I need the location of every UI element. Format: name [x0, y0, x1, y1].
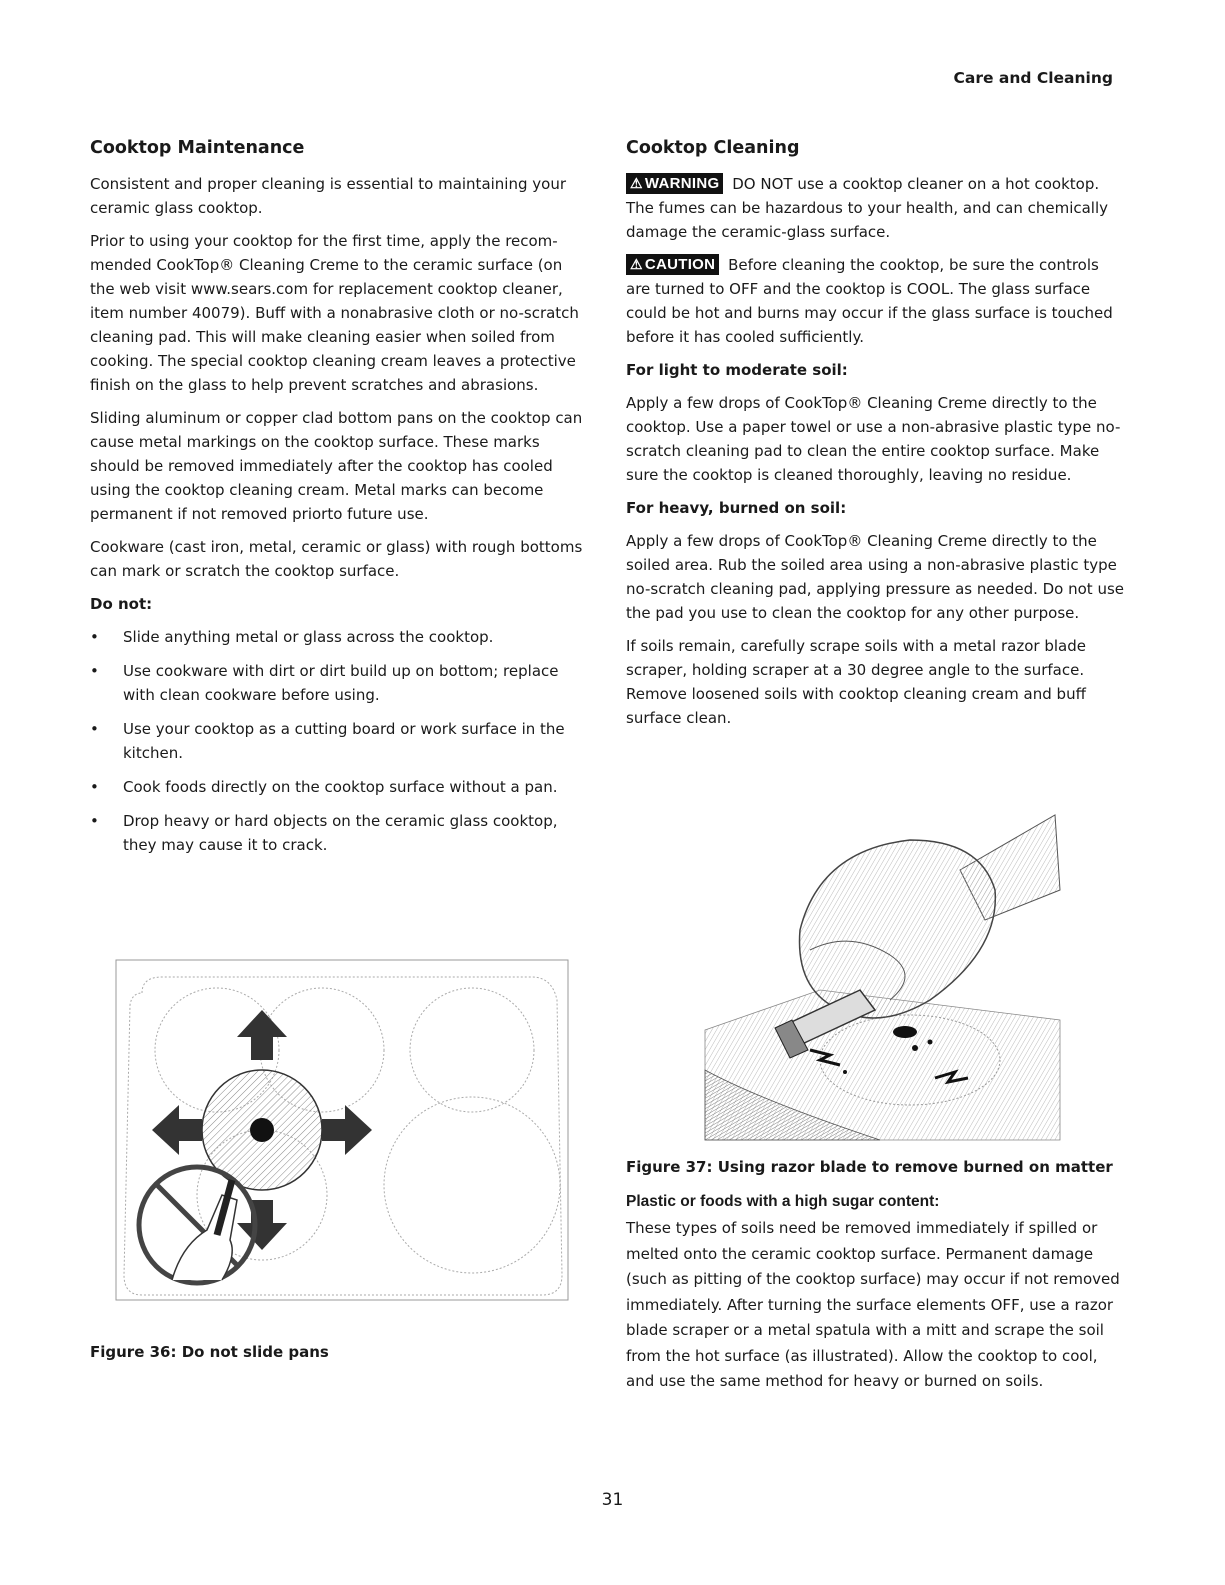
burner-circle: [384, 1097, 560, 1273]
caution-triangle-icon: ⚠: [630, 256, 643, 272]
razor-blade-illustration: [700, 810, 1065, 1145]
paragraph-consistent-cleaning: Consistent and proper cleaning is essential to maintaining your ceramic glass cooktop.: [90, 175, 567, 217]
caution-paragraph: ⚠ CAUTION Before cleaning the cooktop, be sure the controls are turned to OFF and the cooktop is COOL. The glass surface could be hot and burns may occur if the glass surface is touched before it has cooled sufficiently.: [626, 256, 1113, 346]
figure-37-caption: Figure 37: Using razor blade to remove burned on matter: [626, 1158, 1113, 1176]
paragraph-sliding-pans: Sliding aluminum or copper clad bottom pans on the cooktop can cause metal markings on the cooktop surface. These marks should be removed immediately after the cooktop has cooled using the cooktop cleaning cream. Metal marks can become permanent if not removed priorto future use.: [90, 409, 583, 523]
left-column: [90, 138, 590, 867]
arrow-left-icon: [152, 1105, 202, 1155]
bullet-icon: •: [90, 812, 99, 830]
burner-circle: [410, 988, 534, 1112]
arrow-down-icon: [237, 1200, 287, 1250]
pan-center-dot: [250, 1118, 274, 1142]
soils-remain-paragraph: If soils remain, carefully scrape soils with a metal razor blade scraper, holding scraper at a 30 degree angle to the surface. Remove loosened soils with cooktop cleaning cream and buff surface clean.: [626, 637, 1086, 727]
oven-mitt-icon: [800, 840, 996, 1018]
do-not-slide-pans-illustration: [112, 955, 572, 1315]
caution-badge: ⚠ CAUTION: [626, 254, 719, 275]
list-item: • Use cookware with dirt or dirt build up on bottom; replace with clean cookware before using.: [90, 659, 590, 707]
section-header: Care and Cleaning: [953, 69, 1113, 87]
page-number: 31: [601, 1490, 624, 1510]
figure-36-caption: Figure 36: Do not slide pans: [90, 1343, 329, 1361]
warning-paragraph: ⚠ WARNING DO NOT use a cooktop cleaner on a hot cooktop. The fumes can be hazardous to your health, and can chemically damage the ceramic-glass surface.: [626, 175, 1109, 241]
warning-badge: ⚠ WARNING: [626, 173, 723, 194]
paragraph-first-use: Prior to using your cooktop for the first time, apply the recom-mended CookTop® Cleaning Creme to the ceramic surface (on the web visit www.sears.com for replacement cooktop cleaner, item number 40079). Buff with a nonabrasive cloth or no-scratch cleaning pad. This will make cleaning easier when soiled from cooking. The special cooktop cleaning cream leaves a protective finish on the glass to help prevent scratches and abrasions.: [90, 232, 579, 394]
list-item: • Cook foods directly on the cooktop surface without a pan.: [90, 775, 590, 799]
light-soil-paragraph: Apply a few drops of CookTop® Cleaning Creme directly to the cooktop. Use a paper towel or use a non-abrasive plastic type no-scratch cleaning pad to clean the entire cooktop surface. Make sure the cooktop is cleaned thoroughly, leaving no residue.: [626, 394, 1121, 484]
arrow-up-icon: [237, 1010, 287, 1060]
list-item: • Use your cooktop as a cutting board or work surface in the kitchen.: [90, 717, 590, 765]
light-soil-heading: For light to moderate soil:: [626, 361, 848, 379]
plastic-sugar-heading: Plastic or foods with a high sugar content:: [626, 1193, 940, 1210]
heavy-soil-paragraph: Apply a few drops of CookTop® Cleaning Creme directly to the soiled area. Rub the soiled area using a non-abrasive plastic type no-scratch cleaning pad, applying pressure as needed. Do not use the pad you use to clean the cooktop for any other purpose.: [626, 532, 1125, 622]
bullet-icon: •: [90, 628, 99, 646]
sugar-section: [626, 1190, 1126, 1404]
bullet-icon: •: [90, 662, 99, 680]
burned-soil-spot: [893, 1026, 917, 1038]
plastic-sugar-paragraph: These types of soils need be removed immediately if spilled or melted onto the ceramic cooktop surface. Permanent damage (such as pitting of the cooktop surface) may occur if not removed immediately. After turning the surface elements OFF, use a razor blade scraper or a metal spatula with a mitt and scrape the soil from the hot surface (as illustrated). Allow the cooktop to cool, and use the same method for heavy or burned on soils.: [626, 1219, 1120, 1390]
bullet-icon: •: [90, 720, 99, 738]
heavy-soil-heading: For heavy, burned on soil:: [626, 499, 847, 517]
right-column: [626, 138, 1126, 739]
cooktop-cleaning-title: Cooktop Cleaning: [626, 138, 800, 158]
bullet-icon: •: [90, 778, 99, 796]
do-not-heading: Do not:: [90, 595, 153, 613]
do-not-list: [90, 625, 590, 857]
list-item: • Slide anything metal or glass across the cooktop.: [90, 625, 590, 649]
paragraph-rough-cookware: Cookware (cast iron, metal, ceramic or glass) with rough bottoms can mark or scratch the cooktop surface.: [90, 538, 583, 580]
arrow-right-icon: [322, 1105, 372, 1155]
warning-triangle-icon: ⚠: [630, 175, 643, 191]
list-item: • Drop heavy or hard objects on the ceramic glass cooktop, they may cause it to crack.: [90, 809, 590, 857]
cooktop-maintenance-title: Cooktop Maintenance: [90, 138, 305, 158]
